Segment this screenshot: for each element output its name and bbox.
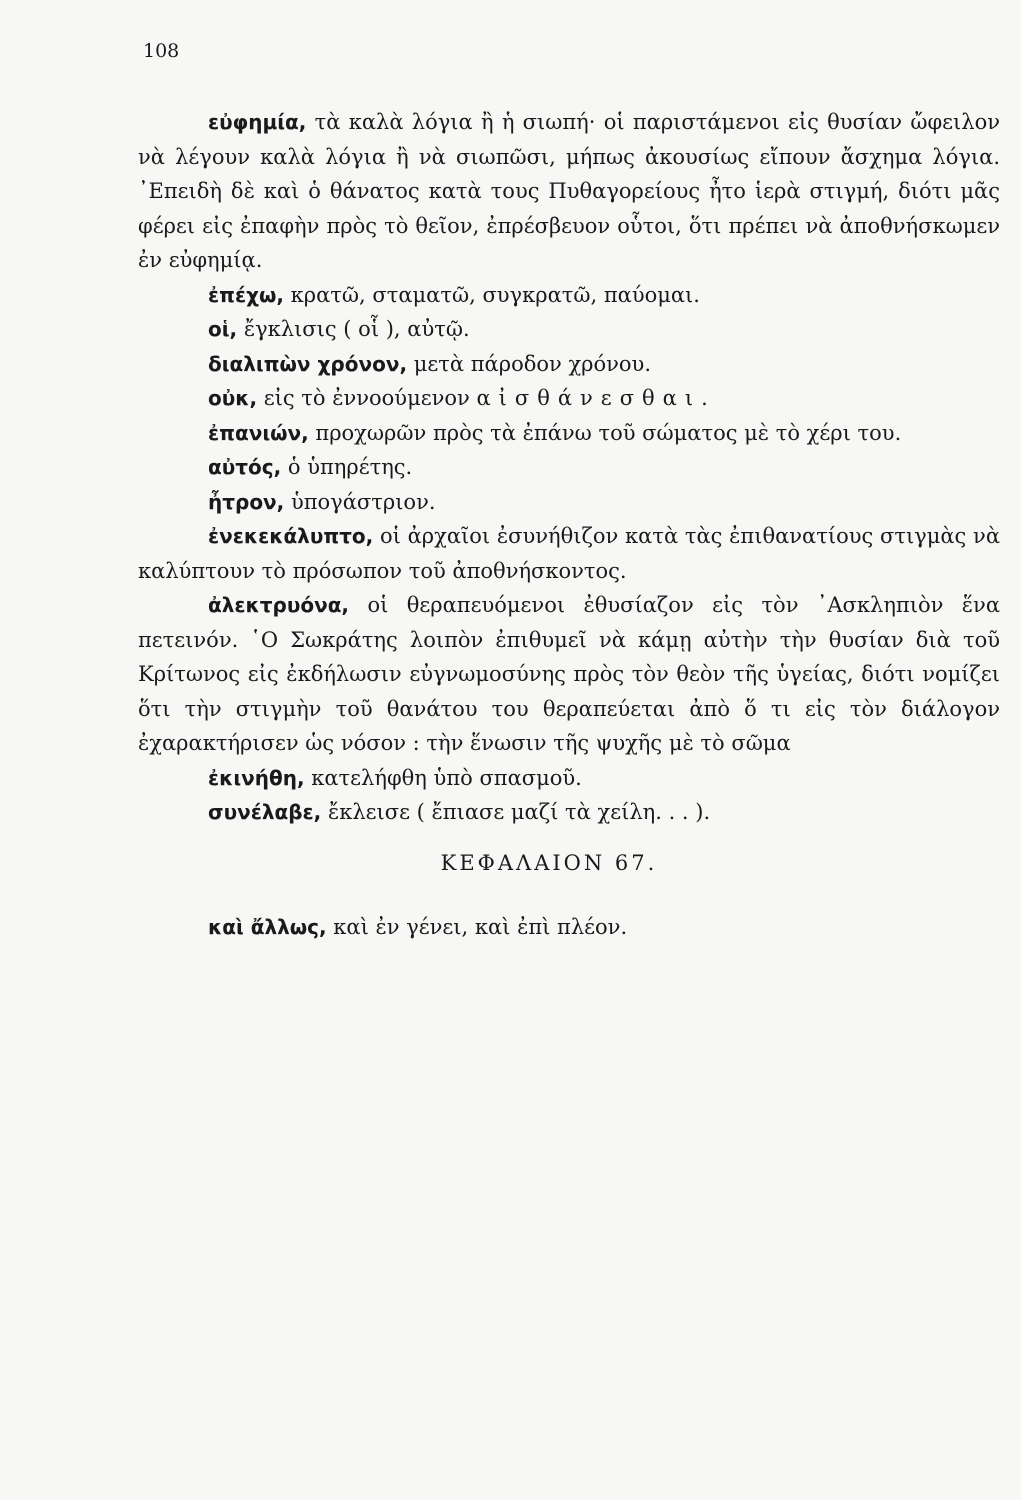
entry-enekekalypto — [138, 519, 1000, 588]
entry-definition-end: . — [701, 386, 708, 410]
entry-definition: καὶ ἐν γένει, καὶ ἐπὶ πλέον. — [326, 915, 628, 939]
page-number: 108 — [143, 40, 180, 62]
chapter-heading: ΚΕΦΑΛΑΙΟΝ 67. — [440, 850, 658, 875]
entry-alektryona — [138, 588, 1000, 761]
entry-epecho — [138, 278, 1000, 313]
entry-lemma: οὐκ, — [208, 386, 258, 410]
entry-definition: ὁ ὑπηρέτης. — [281, 455, 413, 479]
entry-definition: ἔγκλισις ( οἷ ), αὐτῷ. — [237, 317, 470, 341]
entry-ekinethe — [138, 761, 1000, 796]
entry-kai-allos — [138, 910, 1000, 945]
spaced-word: αἰσθάνεσθαι — [476, 386, 702, 410]
entry-definition: οἱ ἀρχαῖοι ἐσυνήθιζον κατὰ τὰς ἐπιθανατίους στιγμὰς νὰ καλύπτουν τὸ πρόσωπον τοῦ ἀποθνήσκοντος. — [138, 524, 1000, 583]
entry-epanion — [138, 416, 1000, 451]
entry-lemma: ἐπέχω, — [208, 282, 284, 307]
entry-lemma: εὐφημία, — [208, 110, 307, 134]
entry-lemma: συνέλαβε, — [208, 800, 322, 824]
entry-definition: οἱ θεραπευόμενοι ἐθυσίαζον εἰς τὸν ᾿Ασκληπιὸν ἕνα πετεινόν. ῾Ο Σωκράτης λοιπὸν ἐπιθυμεῖ νὰ κάμῃ αὐτὴν τὴν θυσίαν διὰ τοῦ Κρίτωνος εἰς ἐκδήλωσιν εὐγνωμοσύνης πρὸς τὸν θεὸν τῆς ὑγείας, διότι νομίζει ὅτι τὴν στιγμὴν τοῦ θανάτου του θεραπεύεται ἀπὸ ὅ τι εἰς τὸν διάλογον ἐχαρακτήρισεν ὡς νόσον : τὴν ἕνωσιν τῆς ψυχῆς μὲ τὸ σῶμα — [138, 593, 1000, 755]
entry-lemma: οἱ, — [208, 317, 238, 341]
entry-definition: προχωρῶν πρὸς τὰ ἐπάνω τοῦ σώματος μὲ τὸ χέρι του. — [308, 420, 902, 445]
entry-definition: ὑπογάστριον. — [284, 489, 436, 514]
entry-ouk — [138, 381, 1000, 416]
entry-lemma: ἀλεκτρυόνα, — [208, 593, 350, 617]
entry-autos — [138, 450, 1000, 485]
entry-lemma: ἐνεκεκάλυπτο, — [208, 524, 374, 548]
main-text — [138, 105, 1000, 945]
entry-etron — [138, 485, 1000, 520]
entry-definition: τὰ καλὰ λόγια ἢ ἡ σιωπή· οἱ παριστάμενοι εἰς θυσίαν ὤφειλον νὰ λέγουν καλὰ λόγια ἢ νὰ σιωπῶσι, μήπως ἀκουσίως εἴπουν ἄσχημα λόγια. ᾿Επειδὴ δὲ καὶ ὁ θάνατος κατὰ τους Πυθαγορείους ἦτο ἱερὰ στιγμή, διότι μᾶς φέρει εἰς ἐπαφὴν πρὸς τὸ θεῖον, ἐπρέσβευον οὗτοι, ὅτι πρέπει νὰ ἀποθνήσκωμεν ἐν εὐφημίᾳ. — [138, 110, 1000, 272]
entry-definition: μετὰ πάροδον χρόνου. — [407, 351, 652, 376]
entry-lemma: διαλιπὼν χρόνον, — [208, 351, 408, 376]
entry-lemma: ἐκινήθη, — [208, 765, 305, 790]
entry-lemma: αὐτός, — [208, 455, 282, 479]
entry-euphemia — [138, 105, 1000, 278]
entry-definition: ἔκλεισε ( ἔπιασε μαζί τὰ χείλη. . . ). — [321, 800, 711, 824]
entry-dialipon-chronon — [138, 347, 1000, 382]
entry-lemma: ἐπανιών, — [208, 420, 309, 445]
entry-definition: κρατῶ, σταματῶ, συγκρατῶ, παύομαι. — [283, 282, 700, 307]
entry-definition: κατελήφθη ὑπὸ σπασμοῦ. — [304, 765, 582, 790]
entry-hoi — [138, 312, 1000, 347]
entry-synelabe — [138, 795, 1000, 830]
entry-lemma: καὶ ἄλλως, — [208, 915, 327, 939]
entry-definition: εἰς τὸ ἐννοούμενον — [257, 386, 477, 410]
entry-lemma: ἦτρον, — [208, 489, 285, 514]
